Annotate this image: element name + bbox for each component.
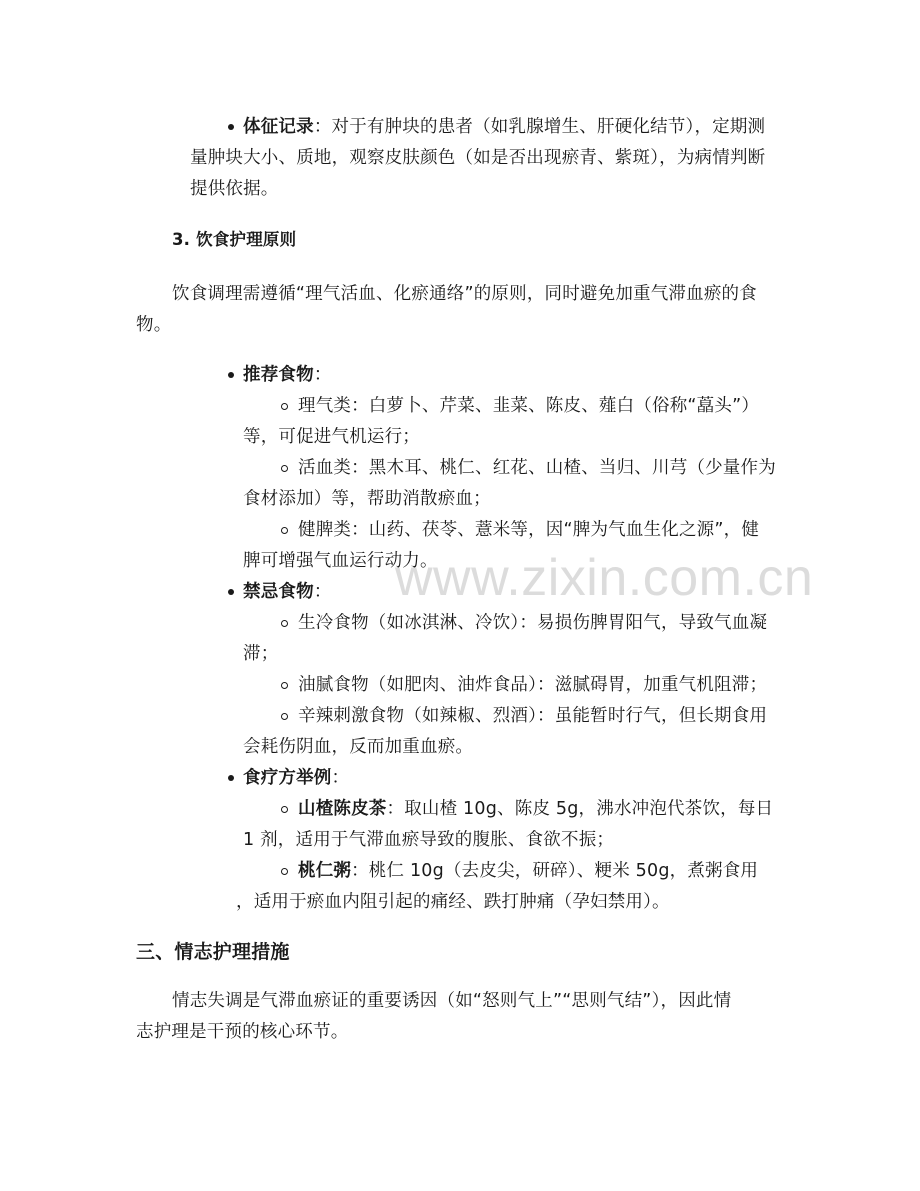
therapy-item-2-line2: ，适用于瘀血内阻引起的痛经、跌打肿痛（孕妇禁用）。 xyxy=(236,892,670,912)
forbidden-item-1-line2: 滞； xyxy=(243,644,279,664)
therapy-item-1-line2: 1 剂，适用于气滞血瘀导致的腹胀、食欲不振； xyxy=(243,830,615,850)
section-intro-line1: 饮食调理需遵循“理气活血、化瘀通络”的原则，同时避免加重气滞血瘀的食 xyxy=(172,284,757,304)
circle-bullet xyxy=(281,806,288,813)
therapy-item-1-name: 山楂陈皮茶 xyxy=(298,799,387,819)
therapy-item-2-name: 桃仁粥 xyxy=(298,861,352,881)
bullet-dot xyxy=(228,775,234,781)
circle-bullet xyxy=(281,527,288,534)
sign-record-line2: 量肿块大小、质地，观察皮肤颜色（如是否出现瘀青、紫斑），为病情判断 xyxy=(190,148,766,168)
circle-bullet xyxy=(281,620,288,627)
therapy-item-1-line1 xyxy=(298,798,773,820)
colon: ： xyxy=(313,365,332,385)
circle-bullet xyxy=(281,682,288,689)
colon: ： xyxy=(331,768,350,788)
watermark: www.zixin.com.cn xyxy=(395,549,814,607)
sign-record-label: 体征记录 xyxy=(243,117,314,137)
sign-record-line1 xyxy=(243,116,765,138)
recommended-item-1-line1: 理气类：白萝卜、芹菜、韭菜、陈皮、薤白（俗称“藠头”） xyxy=(298,396,760,416)
therapy-label: 食疗方举例 xyxy=(243,768,332,788)
section-intro-line2: 物。 xyxy=(136,315,172,335)
circle-bullet xyxy=(281,465,288,472)
forbidden-item-3-line2: 会耗伤阴血，反而加重血瘀。 xyxy=(243,737,474,757)
recommended-label: 推荐食物 xyxy=(243,365,314,385)
bullet-dot xyxy=(228,589,234,595)
circle-bullet xyxy=(281,403,288,410)
therapy-item-2-text: ：桃仁 10g（去皮尖，研碎）、粳米 50g，煮粥食用 xyxy=(351,861,759,881)
circle-bullet xyxy=(281,713,288,720)
colon: ： xyxy=(313,582,332,602)
bullet-dot xyxy=(228,124,234,130)
forbidden-label: 禁忌食物 xyxy=(243,582,314,602)
forbidden-item-2-line1: 油腻食物（如肥肉、油炸食品）：滋腻碍胃，加重气机阻滞； xyxy=(298,675,768,695)
section-three-line1: 情志失调是气滞血瘀证的重要诱因（如“怒则气上”“思则气结”），因此情 xyxy=(172,991,732,1011)
recommended-item-3-line2: 脾可增强气血运行动力。 xyxy=(243,551,438,571)
sign-record-line3: 提供依据。 xyxy=(190,179,279,199)
therapy-item-1-text: ：取山楂 10g、陈皮 5g，沸水冲泡代茶饮，每日 xyxy=(386,799,774,819)
recommended-heading xyxy=(243,364,332,386)
therapy-heading xyxy=(243,767,349,789)
sign-record-text: ：对于有肿块的患者（如乳腺增生、肝硬化结节），定期测 xyxy=(313,117,766,137)
bullet-dot xyxy=(228,372,234,378)
forbidden-heading xyxy=(243,581,332,603)
recommended-item-2-line2: 食材添加）等，帮助消散瘀血； xyxy=(243,489,491,509)
recommended-item-2-line1: 活血类：黑木耳、桃仁、红花、山楂、当归、川芎（少量作为 xyxy=(298,458,776,478)
forbidden-item-1-line1: 生冷食物（如冰淇淋、冷饮）：易损伤脾胃阳气，导致气血凝 xyxy=(298,613,768,633)
therapy-item-2-line1 xyxy=(298,860,758,882)
circle-bullet xyxy=(281,868,288,875)
recommended-item-1-line2: 等，可促进气机运行； xyxy=(243,427,420,447)
forbidden-item-3-line1: 辛辣刺激食物（如辣椒、烈酒）：虽能暂时行气，但长期食用 xyxy=(298,706,768,726)
section-three-line2: 志护理是干预的核心环节。 xyxy=(136,1022,349,1042)
recommended-item-3-line1: 健脾类：山药、茯苓、薏米等，因“脾为气血生化之源”，健 xyxy=(298,520,760,540)
section-heading: 3. 饮食护理原则 xyxy=(172,230,297,249)
section-three-heading: 三、情志护理措施 xyxy=(136,941,290,963)
